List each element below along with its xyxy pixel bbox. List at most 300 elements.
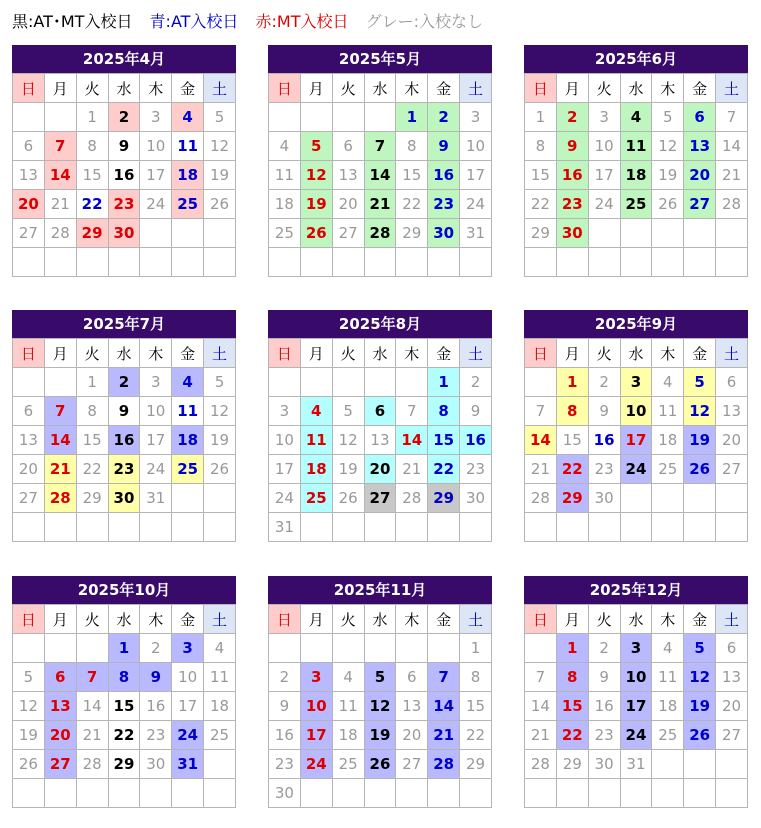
weekday-header: 金 (428, 339, 460, 368)
empty-cell (716, 484, 748, 513)
empty-cell (428, 779, 460, 808)
empty-cell (300, 513, 332, 542)
day-cell: 24 (620, 455, 652, 484)
day-cell: 5 (684, 634, 716, 663)
weekday-header: 月 (44, 74, 76, 103)
month-table (524, 604, 748, 808)
day-cell: 4 (652, 634, 684, 663)
day-cell: 11 (332, 692, 364, 721)
day-cell: 18 (269, 190, 301, 219)
empty-cell (204, 248, 236, 277)
day-cell: 6 (396, 663, 428, 692)
day-cell: 17 (620, 692, 652, 721)
day-cell: 6 (13, 397, 45, 426)
empty-cell (332, 513, 364, 542)
day-cell: 25 (652, 721, 684, 750)
day-cell: 12 (300, 161, 332, 190)
week-row (269, 721, 492, 750)
day-cell: 7 (44, 132, 76, 161)
empty-cell (76, 779, 108, 808)
weekday-header: 土 (204, 339, 236, 368)
empty-cell (108, 779, 140, 808)
weekday-header: 月 (556, 74, 588, 103)
day-cell: 30 (108, 484, 140, 513)
empty-cell (300, 248, 332, 277)
weekday-header: 月 (300, 339, 332, 368)
day-cell: 17 (172, 692, 204, 721)
day-cell: 20 (396, 721, 428, 750)
day-cell: 15 (108, 692, 140, 721)
empty-cell (13, 103, 45, 132)
day-cell: 7 (525, 397, 557, 426)
empty-cell (525, 513, 557, 542)
weekday-header: 火 (588, 339, 620, 368)
day-cell: 28 (44, 484, 76, 513)
day-cell: 16 (108, 426, 140, 455)
day-cell: 24 (140, 455, 172, 484)
week-row (525, 161, 748, 190)
weekday-header: 日 (269, 339, 301, 368)
day-cell: 9 (140, 663, 172, 692)
day-cell: 24 (300, 750, 332, 779)
day-cell: 10 (172, 663, 204, 692)
day-cell: 28 (428, 750, 460, 779)
weekday-header-row (525, 339, 748, 368)
empty-cell (620, 779, 652, 808)
day-cell: 25 (204, 721, 236, 750)
day-cell: 29 (396, 219, 428, 248)
day-cell: 4 (300, 397, 332, 426)
empty-cell (652, 779, 684, 808)
day-cell: 24 (620, 721, 652, 750)
empty-cell (684, 219, 716, 248)
day-cell: 30 (556, 219, 588, 248)
month-calendar (268, 576, 492, 808)
empty-cell (684, 513, 716, 542)
weekday-header: 土 (716, 339, 748, 368)
day-cell: 21 (525, 455, 557, 484)
day-cell: 13 (716, 397, 748, 426)
day-cell: 12 (204, 132, 236, 161)
week-row (525, 248, 748, 277)
empty-cell (428, 634, 460, 663)
day-cell: 22 (556, 721, 588, 750)
empty-cell (652, 484, 684, 513)
weekday-header: 火 (588, 605, 620, 634)
day-cell: 18 (652, 426, 684, 455)
empty-cell (620, 248, 652, 277)
month-table (12, 73, 236, 277)
day-cell: 29 (428, 484, 460, 513)
day-cell: 30 (140, 750, 172, 779)
month-calendar (524, 310, 748, 542)
day-cell: 10 (588, 132, 620, 161)
day-cell: 22 (556, 455, 588, 484)
day-cell: 20 (716, 692, 748, 721)
day-cell: 17 (620, 426, 652, 455)
day-cell: 27 (13, 484, 45, 513)
week-row (525, 484, 748, 513)
month-table (268, 338, 492, 542)
day-cell: 19 (332, 455, 364, 484)
weekday-header: 火 (76, 74, 108, 103)
day-cell: 22 (525, 190, 557, 219)
day-cell: 30 (428, 219, 460, 248)
day-cell: 16 (428, 161, 460, 190)
day-cell: 6 (13, 132, 45, 161)
empty-cell (204, 513, 236, 542)
week-row (269, 663, 492, 692)
day-cell: 3 (140, 103, 172, 132)
week-row (13, 132, 236, 161)
legend-black: 黒:AT･MT入校日 (12, 12, 133, 31)
month-table (268, 73, 492, 277)
day-cell: 19 (204, 161, 236, 190)
month-calendar (12, 45, 236, 277)
weekday-header: 月 (300, 74, 332, 103)
weekday-header: 日 (269, 74, 301, 103)
day-cell: 9 (556, 132, 588, 161)
day-cell: 20 (13, 455, 45, 484)
day-cell: 15 (428, 426, 460, 455)
month-title: 2025年8月 (268, 310, 492, 338)
day-cell: 13 (332, 161, 364, 190)
month-calendar (268, 45, 492, 277)
week-row (269, 426, 492, 455)
week-row (525, 721, 748, 750)
weekday-header: 金 (172, 74, 204, 103)
day-cell: 9 (269, 692, 301, 721)
empty-cell (172, 513, 204, 542)
day-cell: 8 (76, 132, 108, 161)
weekday-header: 日 (13, 74, 45, 103)
empty-cell (620, 513, 652, 542)
week-row (525, 103, 748, 132)
empty-cell (300, 103, 332, 132)
day-cell: 26 (204, 190, 236, 219)
day-cell: 20 (684, 161, 716, 190)
weekday-header: 日 (13, 605, 45, 634)
day-cell: 30 (269, 779, 301, 808)
weekday-header: 水 (620, 605, 652, 634)
month-title: 2025年9月 (524, 310, 748, 338)
day-cell: 23 (588, 721, 620, 750)
day-cell: 31 (460, 219, 492, 248)
week-row (525, 397, 748, 426)
day-cell: 9 (460, 397, 492, 426)
empty-cell (364, 779, 396, 808)
day-cell: 21 (396, 455, 428, 484)
day-cell: 29 (525, 219, 557, 248)
day-cell: 18 (172, 426, 204, 455)
day-cell: 7 (428, 663, 460, 692)
empty-cell (588, 248, 620, 277)
empty-cell (332, 248, 364, 277)
week-row (13, 750, 236, 779)
week-row (269, 161, 492, 190)
week-row (269, 103, 492, 132)
empty-cell (269, 634, 301, 663)
day-cell: 21 (44, 190, 76, 219)
day-cell: 4 (620, 103, 652, 132)
empty-cell (525, 368, 557, 397)
month-calendar (524, 45, 748, 277)
week-row (13, 397, 236, 426)
day-cell: 14 (364, 161, 396, 190)
day-cell: 12 (364, 692, 396, 721)
empty-cell (364, 248, 396, 277)
empty-cell (44, 103, 76, 132)
empty-cell (204, 484, 236, 513)
weekday-header: 木 (396, 605, 428, 634)
day-cell: 24 (140, 190, 172, 219)
weekday-header: 日 (525, 74, 557, 103)
week-row (269, 779, 492, 808)
day-cell: 2 (588, 368, 620, 397)
day-cell: 19 (204, 426, 236, 455)
week-row (269, 750, 492, 779)
day-cell: 1 (525, 103, 557, 132)
day-cell: 19 (13, 721, 45, 750)
day-cell: 8 (525, 132, 557, 161)
day-cell: 20 (716, 426, 748, 455)
day-cell: 2 (556, 103, 588, 132)
day-cell: 7 (44, 397, 76, 426)
day-cell: 25 (332, 750, 364, 779)
day-cell: 1 (556, 634, 588, 663)
day-cell: 17 (140, 426, 172, 455)
weekday-header: 水 (364, 74, 396, 103)
empty-cell (652, 750, 684, 779)
weekday-header: 火 (76, 339, 108, 368)
day-cell: 26 (364, 750, 396, 779)
empty-cell (620, 219, 652, 248)
empty-cell (13, 634, 45, 663)
week-row (269, 634, 492, 663)
day-cell: 24 (588, 190, 620, 219)
day-cell: 14 (716, 132, 748, 161)
month-title: 2025年12月 (524, 576, 748, 604)
day-cell: 31 (269, 513, 301, 542)
day-cell: 4 (172, 103, 204, 132)
day-cell: 24 (460, 190, 492, 219)
day-cell: 11 (172, 132, 204, 161)
day-cell: 13 (684, 132, 716, 161)
weekday-header: 日 (269, 605, 301, 634)
day-cell: 10 (269, 426, 301, 455)
empty-cell (428, 248, 460, 277)
day-cell: 22 (428, 455, 460, 484)
day-cell: 23 (108, 190, 140, 219)
empty-cell (300, 779, 332, 808)
empty-cell (556, 779, 588, 808)
day-cell: 21 (525, 721, 557, 750)
weekday-header: 日 (525, 339, 557, 368)
day-cell: 7 (396, 397, 428, 426)
month-calendar (12, 576, 236, 808)
weekday-header: 水 (620, 74, 652, 103)
month-calendar (524, 576, 748, 808)
day-cell: 9 (428, 132, 460, 161)
weekday-header: 水 (108, 74, 140, 103)
day-cell: 14 (44, 161, 76, 190)
weekday-header: 火 (76, 605, 108, 634)
empty-cell (76, 634, 108, 663)
week-row (525, 663, 748, 692)
empty-cell (172, 484, 204, 513)
week-row (13, 368, 236, 397)
day-cell: 6 (716, 368, 748, 397)
empty-cell (140, 219, 172, 248)
weekday-header: 土 (460, 339, 492, 368)
day-cell: 29 (556, 750, 588, 779)
day-cell: 16 (588, 426, 620, 455)
day-cell: 23 (588, 455, 620, 484)
day-cell: 30 (588, 750, 620, 779)
day-cell: 15 (556, 692, 588, 721)
day-cell: 29 (556, 484, 588, 513)
empty-cell (460, 779, 492, 808)
week-row (13, 663, 236, 692)
empty-cell (364, 513, 396, 542)
empty-cell (716, 750, 748, 779)
day-cell: 31 (620, 750, 652, 779)
weekday-header: 火 (332, 74, 364, 103)
weekday-header: 木 (140, 339, 172, 368)
day-cell: 26 (684, 455, 716, 484)
empty-cell (716, 513, 748, 542)
day-cell: 19 (684, 426, 716, 455)
empty-cell (588, 779, 620, 808)
day-cell: 7 (76, 663, 108, 692)
week-row (525, 779, 748, 808)
day-cell: 27 (44, 750, 76, 779)
day-cell: 6 (44, 663, 76, 692)
weekday-header: 木 (652, 74, 684, 103)
day-cell: 29 (76, 219, 108, 248)
week-row (525, 368, 748, 397)
day-cell: 3 (172, 634, 204, 663)
day-cell: 23 (428, 190, 460, 219)
day-cell: 8 (428, 397, 460, 426)
week-row (13, 779, 236, 808)
week-row (13, 634, 236, 663)
week-row (525, 190, 748, 219)
weekday-header: 金 (684, 339, 716, 368)
weekday-header: 月 (300, 605, 332, 634)
day-cell: 5 (204, 368, 236, 397)
empty-cell (44, 368, 76, 397)
day-cell: 8 (556, 397, 588, 426)
empty-cell (140, 248, 172, 277)
empty-cell (269, 103, 301, 132)
day-cell: 29 (108, 750, 140, 779)
empty-cell (652, 248, 684, 277)
empty-cell (140, 779, 172, 808)
day-cell: 17 (460, 161, 492, 190)
day-cell: 10 (460, 132, 492, 161)
weekday-header: 月 (44, 605, 76, 634)
day-cell: 15 (556, 426, 588, 455)
day-cell: 9 (588, 397, 620, 426)
day-cell: 30 (108, 219, 140, 248)
day-cell: 8 (108, 663, 140, 692)
empty-cell (460, 248, 492, 277)
day-cell: 15 (76, 426, 108, 455)
day-cell: 4 (204, 634, 236, 663)
day-cell: 28 (716, 190, 748, 219)
weekday-header: 土 (716, 74, 748, 103)
week-row (269, 248, 492, 277)
day-cell: 2 (269, 663, 301, 692)
day-cell: 22 (76, 190, 108, 219)
day-cell: 21 (716, 161, 748, 190)
week-row (525, 634, 748, 663)
day-cell: 10 (620, 397, 652, 426)
day-cell: 9 (588, 663, 620, 692)
day-cell: 16 (269, 721, 301, 750)
day-cell: 31 (172, 750, 204, 779)
month-title: 2025年4月 (12, 45, 236, 73)
weekday-header-row (269, 605, 492, 634)
empty-cell (652, 513, 684, 542)
day-cell: 16 (588, 692, 620, 721)
day-cell: 23 (556, 190, 588, 219)
day-cell: 7 (364, 132, 396, 161)
week-row (525, 219, 748, 248)
empty-cell (332, 368, 364, 397)
day-cell: 15 (76, 161, 108, 190)
weekday-header-row (525, 74, 748, 103)
day-cell: 6 (716, 634, 748, 663)
weekday-header: 水 (364, 339, 396, 368)
week-row (269, 219, 492, 248)
day-cell: 17 (300, 721, 332, 750)
weekday-header: 木 (652, 339, 684, 368)
day-cell: 1 (108, 634, 140, 663)
day-cell: 5 (204, 103, 236, 132)
day-cell: 20 (364, 455, 396, 484)
week-row (13, 513, 236, 542)
day-cell: 1 (76, 103, 108, 132)
empty-cell (364, 368, 396, 397)
empty-cell (44, 513, 76, 542)
month-title: 2025年7月 (12, 310, 236, 338)
empty-cell (300, 368, 332, 397)
day-cell: 19 (300, 190, 332, 219)
month-table (524, 73, 748, 277)
empty-cell (269, 248, 301, 277)
day-cell: 12 (684, 663, 716, 692)
day-cell: 3 (300, 663, 332, 692)
weekday-header: 月 (556, 605, 588, 634)
empty-cell (172, 248, 204, 277)
day-cell: 30 (460, 484, 492, 513)
empty-cell (396, 779, 428, 808)
day-cell: 22 (396, 190, 428, 219)
week-row (269, 368, 492, 397)
day-cell: 29 (460, 750, 492, 779)
week-row (13, 161, 236, 190)
day-cell: 23 (108, 455, 140, 484)
empty-cell (76, 513, 108, 542)
day-cell: 13 (13, 161, 45, 190)
empty-cell (108, 248, 140, 277)
day-cell: 23 (269, 750, 301, 779)
day-cell: 27 (332, 219, 364, 248)
weekday-header: 木 (140, 74, 172, 103)
day-cell: 18 (300, 455, 332, 484)
